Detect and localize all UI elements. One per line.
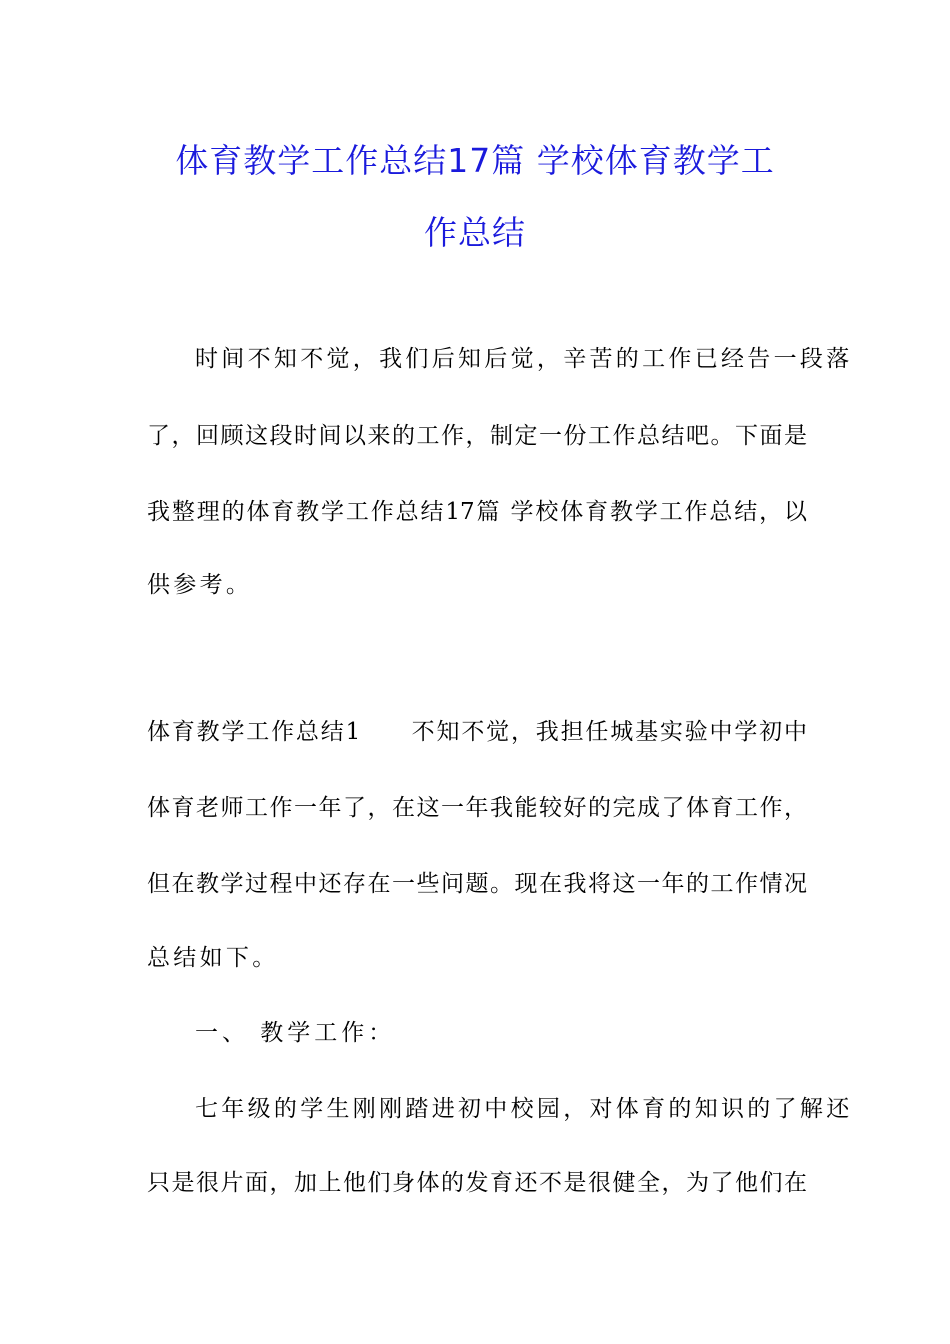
section1-line-4: 总结如下。 bbox=[147, 945, 279, 971]
intro-line-2: 了，回顾这段时间以来的工作，制定一份工作总结吧。下面是 bbox=[147, 423, 807, 449]
intro-line-4: 供参考。 bbox=[147, 572, 253, 598]
intro-line-1: 时间不知不觉，我们后知后觉，辛苦的工作已经告一段落 bbox=[195, 346, 853, 372]
section1-line-3: 但在教学过程中还存在一些问题。现在我将这一年的工作情况 bbox=[147, 871, 807, 897]
intro-line-3: 我整理的体育教学工作总结17篇 学校体育教学工作总结，以 bbox=[147, 499, 807, 525]
para2-line-1: 七年级的学生刚刚踏进初中校园，对体育的知识的了解还 bbox=[195, 1096, 853, 1122]
section1-line-2: 体育老师工作一年了，在这一年我能较好的完成了体育工作， bbox=[147, 795, 807, 821]
heading-teaching-work: 一、 教学工作： bbox=[195, 1020, 396, 1046]
para2-line-2: 只是很片面，加上他们身体的发育还不是很健全，为了他们在 bbox=[147, 1170, 807, 1196]
section1-line-1: 体育教学工作总结1 不知不觉，我担任城基实验中学初中 bbox=[147, 719, 807, 745]
document-title-line-1: 体育教学工作总结17篇 学校体育教学工 bbox=[175, 141, 775, 180]
document-title-line-2: 作总结 bbox=[424, 213, 526, 252]
